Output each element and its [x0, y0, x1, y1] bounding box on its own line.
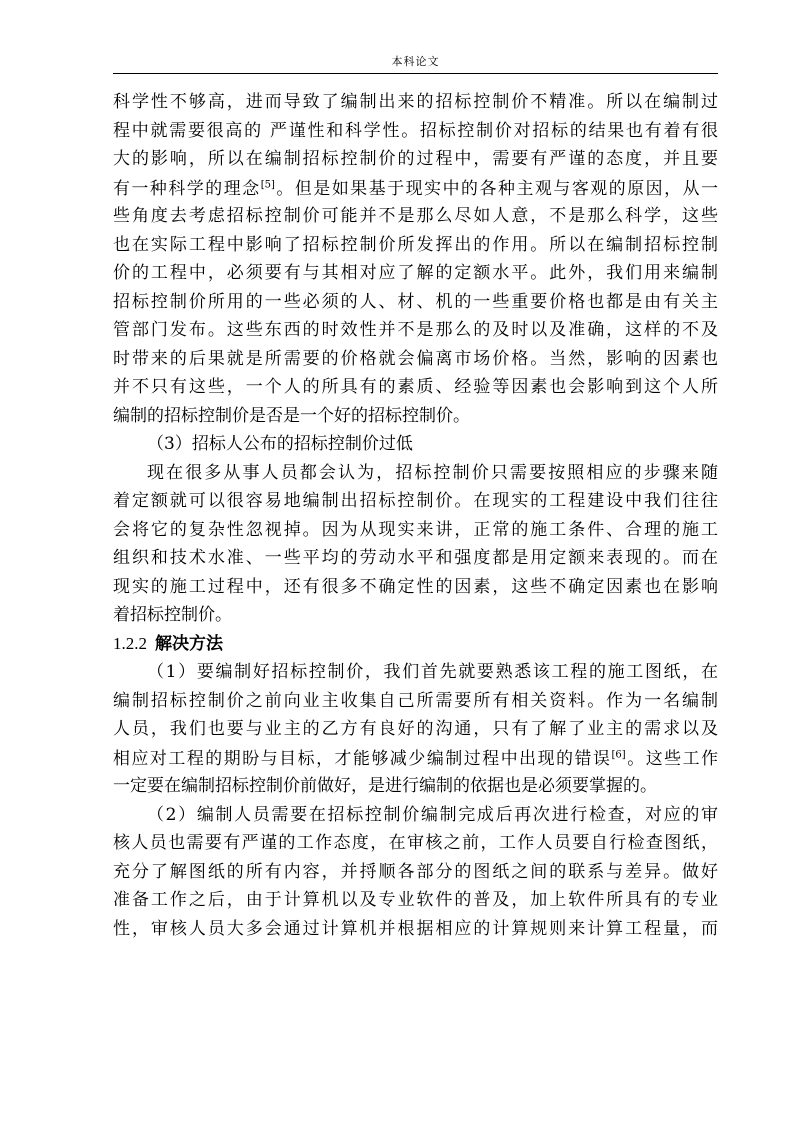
text-line: 组织和技术水准、一些平均的劳动水平和强度都是用定额来表现的。而在 [113, 548, 718, 568]
text-line: 大的影响，所以在编制招标控制价的过程中，需要有严谨的态度，并且要 [113, 149, 718, 169]
text-line: 充分了解图纸的所有内容，并捋顺各部分的图纸之间的联系与差异。做好 [113, 861, 718, 882]
text-line: 价的工程中，必须要有与其相对应了解的定额水平。此外，我们用来编制 [113, 263, 718, 283]
text-line: 着招标控制价。 [113, 605, 232, 625]
text-line: 一定要在编制招标控制价前做好，是进行编制的依据也是必须要掌握的。 [113, 776, 657, 796]
paragraph-4 [113, 801, 718, 944]
text-line: 编制的招标控制价是否是一个好的招标控制价。 [113, 405, 470, 426]
section-title: 解决方法 [155, 633, 223, 654]
text-line: （2）编制人员需要在招标控制价编制完成后再次进行检查，对应的审 [147, 804, 718, 825]
text-line: 也在实际工程中影响了招标控制价所发挥出的作用。所以在编制招标控制 [113, 234, 718, 255]
text-line: 核人员也需要有严谨的工作态度，在审核之前，工作人员要自行检查图纸， [113, 833, 718, 853]
page-header-title: 本科论文 [391, 55, 440, 68]
text-segment: 有一种科学的理念 [113, 177, 261, 198]
text-line [113, 744, 718, 773]
text-line: 现实的施工过程中，还有很多不确定性的因素，这些不确定因素也在影响 [113, 576, 718, 597]
citation-reference: [6] [611, 748, 626, 760]
text-line: 现在很多从事人员都会认为，招标控制价只需要按照相应的步骤来随 [147, 462, 718, 483]
text-line: （1）要编制好招标控制价，我们首先就要熟悉该工程的施工图纸，在 [147, 662, 718, 682]
section-heading [113, 630, 718, 659]
text-line: 招标控制价所用的一些必须的人、材、机的一些重要价格也都是由有关主 [113, 291, 718, 312]
text-line: 并不只有这些，一个人的所具有的素质、经验等因素也会影响到这个人所 [113, 377, 718, 397]
text-line: 管部门发布。这些东西的时效性并不是那么的及时以及准确，这样的不及 [113, 320, 718, 340]
text-line: 准备工作之后，由于计算机以及专业软件的普及，加上软件所具有的专业 [113, 890, 718, 910]
citation-reference: [5] [260, 178, 275, 190]
paragraph-3 [113, 658, 718, 801]
text-line: 人员，我们也要与业主的乙方有良好的沟通，只有了解了业主的需求以及 [113, 719, 718, 739]
paragraph-2 [113, 459, 718, 630]
section-number: 1.2.2 [113, 633, 147, 653]
text-segment: 相应对工程的期盼与目标，才能够减少编制过程中出现的错误 [113, 747, 612, 768]
text-line: 时带来的后果就是所需要的价格就会偏离市场价格。当然，影响的因素也 [113, 348, 718, 369]
text-line: 会将它的复杂性忽视掉。因为从现实来讲，正常的施工条件、合理的施工 [113, 519, 718, 540]
text-line: 些角度去考虑招标控制价可能并不是那么尽如人意，不是那么科学，这些 [113, 206, 718, 226]
paragraph-1 [113, 88, 718, 430]
document-body [113, 88, 718, 943]
text-line: 性，审核人员大多会通过计算机并根据相应的计算规则来计算工程量，而 [113, 918, 718, 939]
header-divider [113, 73, 718, 74]
text-line: 着定额就可以很容易地编制出招标控制价。在现实的工程建设中我们往往 [113, 491, 718, 511]
text-line: 编制招标控制价之前向业主收集自己所需要所有相关资料。作为一名编制 [113, 690, 718, 711]
text-segment: 。这些工作 [625, 747, 718, 768]
text-line: 科学性不够高，进而导致了编制出来的招标控制价不精准。所以在编制过 [113, 92, 718, 112]
text-segment: 。但是如果基于现实中的各种主观与客观的原因，从一 [274, 177, 718, 198]
text-line [113, 174, 718, 203]
subsection-heading: （3）招标人公布的招标控制价过低 [147, 434, 413, 454]
text-line: 程中就需要很高的 严谨性和科学性。招标控制价对招标的结果也有着有很 [113, 120, 718, 141]
